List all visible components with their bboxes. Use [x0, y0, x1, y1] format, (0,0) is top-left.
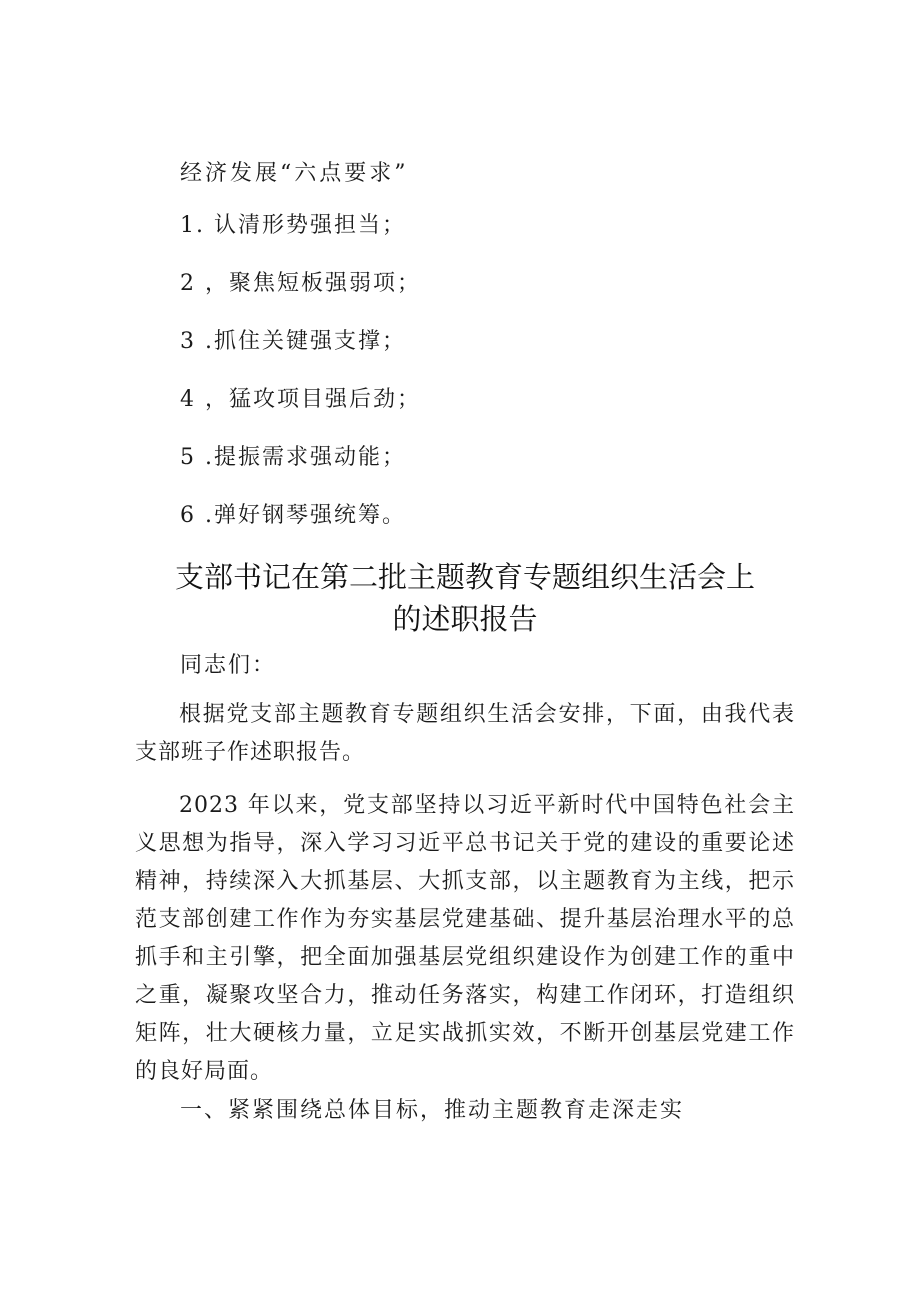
salutation: 同志们： — [180, 653, 277, 678]
list-item: 4 ，猛攻项目强后劲； — [180, 387, 421, 412]
list-item: 3 .抓住关键强支撑； — [180, 329, 406, 354]
list-item: 2 ，聚焦短板强弱项； — [180, 271, 421, 296]
paragraph-body: 2023 年以来，党支部坚持以习近平新时代中国特色社会主义思想为指导，深入学习习近平总书记关于党的建设的重要论述精神，持续深入大抓基层、大抓支部，以主题教育为主线，把示范支部创建工作作为夯实基层党建基础、提升基层治理水平的总抓手和主引擎，把全面加强基层党组织建设作为创建工作的重中之重，凝聚攻坚合力，推动任务落实，构建工作闭环，打造组织矩阵，壮大硬核力量，立足实战抓实效，不断开创基层党建工作的良好局面。 — [135, 793, 795, 1084]
report-title-line-2: 的述职报告 — [392, 602, 538, 636]
paragraph-intro: 根据党支部主题教育专题组织生活会安排，下面，由我代表支部班子作述职报告。 — [135, 702, 795, 765]
requirements-header: 经济发展“六点要求” — [180, 161, 409, 186]
report-title-line-1: 支部书记在第二批主题教育专题组织生活会上 — [174, 560, 755, 594]
list-item: 5 .提振需求强动能； — [180, 445, 406, 470]
list-item: 6 .弹好钢琴强统筹。 — [180, 503, 406, 528]
section-heading: 一、紧紧围绕总体目标，推动主题教育走深走实 — [180, 1098, 685, 1123]
list-item: 1. 认清形势强担当； — [180, 213, 406, 238]
